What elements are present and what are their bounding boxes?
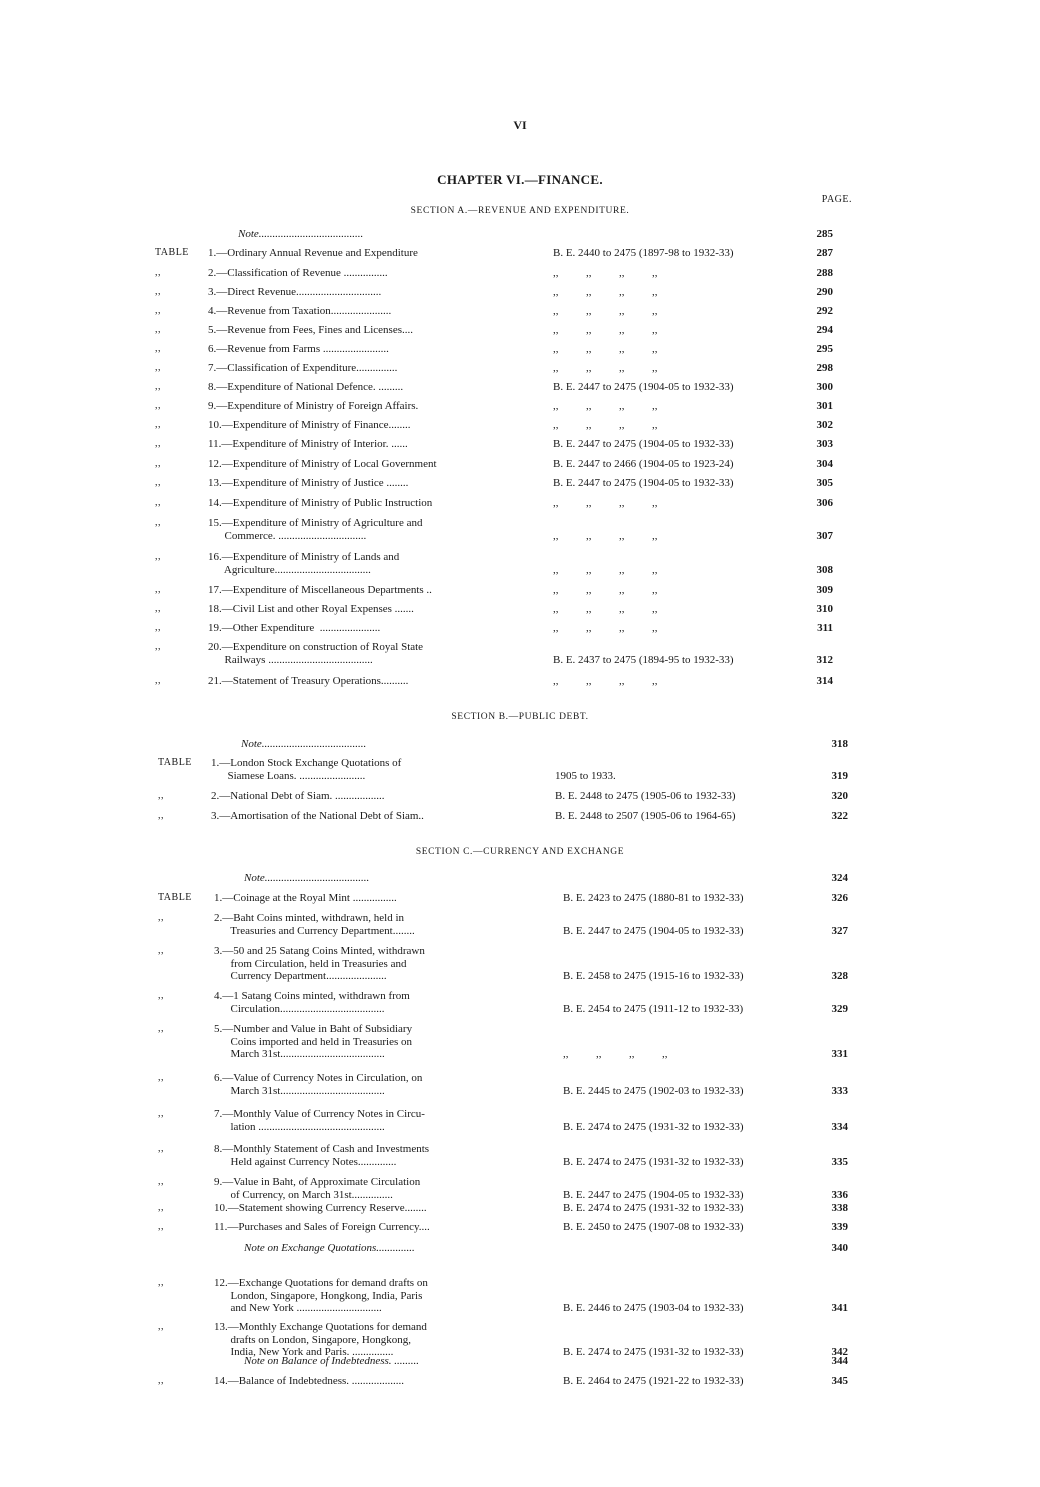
entry-page-number: 335	[831, 1155, 848, 1168]
entry-title	[208, 497, 539, 510]
entry-label: ,,	[155, 400, 161, 411]
toc-entry	[155, 419, 845, 432]
toc-entry	[158, 892, 848, 905]
entry-title	[208, 517, 539, 542]
entry-title-line: 2.—Classification of Revenue ................	[208, 267, 388, 279]
entry-title	[214, 1143, 549, 1168]
toc-entry	[158, 790, 848, 803]
entry-title	[244, 1242, 579, 1255]
toc-entry	[155, 675, 845, 688]
entry-range: B. E. 2445 to 2475 (1902-03 to 1932-33)	[563, 1084, 744, 1097]
entry-label: ,,	[155, 584, 161, 595]
entry-label: ,,	[155, 286, 161, 297]
entry-title	[208, 438, 539, 451]
entry-range: 1905 to 1933.	[555, 769, 616, 782]
entry-title	[208, 324, 539, 337]
entry-range: ,, ,, ,, ,,	[553, 305, 658, 317]
entry-title	[211, 810, 541, 823]
entry-page-number: 339	[831, 1221, 848, 1233]
entry-title-line: Note......................................	[241, 738, 367, 750]
entry-title	[208, 584, 539, 597]
entry-range: B. E. 2454 to 2475 (1911-12 to 1932-33)	[563, 1002, 744, 1015]
page-column-header: PAGE.	[821, 194, 852, 205]
entry-title	[214, 1108, 549, 1133]
entry-title	[214, 1277, 549, 1315]
entry-title-line: Treasuries and Currency Department........	[214, 924, 415, 937]
toc-entry	[158, 757, 848, 782]
toc-entry	[158, 990, 848, 1015]
entry-label: ,,	[155, 267, 161, 278]
entry-page-number: 288	[816, 267, 833, 279]
entry-title-line: Note on Balance of Indebtedness. .........	[244, 1355, 420, 1367]
toc-entry	[158, 1375, 848, 1388]
entry-page-number: 312	[816, 653, 833, 666]
entry-title	[214, 1321, 549, 1359]
entry-range: ,, ,, ,, ,,	[553, 584, 658, 596]
toc-entry	[158, 1242, 848, 1255]
entry-range: ,, ,, ,, ,,	[553, 324, 658, 336]
entry-title-line: lation ..............................................	[214, 1120, 385, 1133]
entry-title-line: 3.—50 and 25 Satang Coins Minted, withdrawn	[214, 945, 425, 957]
entry-title-line: Agriculture...................................	[208, 563, 371, 576]
entry-title-line: 10.—Statement showing Currency Reserve........	[214, 1202, 427, 1214]
entry-page-number: 327	[831, 924, 848, 937]
entry-title	[208, 267, 539, 280]
entry-title-line: 9.—Expenditure of Ministry of Foreign Affairs.	[208, 400, 419, 412]
entry-label: TABLE	[158, 757, 192, 768]
entry-title	[214, 1072, 549, 1097]
entry-title	[208, 343, 539, 356]
entry-label: ,,	[158, 1108, 164, 1119]
entry-title	[208, 477, 539, 490]
entry-title	[208, 381, 539, 394]
entry-range: B. E. 2464 to 2475 (1921-22 to 1932-33)	[563, 1375, 744, 1387]
entry-label: ,,	[155, 603, 161, 614]
entry-page-number: 334	[831, 1120, 848, 1133]
entry-range: B. E. 2437 to 2475 (1894-95 to 1932-33)	[553, 653, 734, 666]
entry-label: ,,	[158, 1023, 164, 1034]
entry-page-number: 285	[816, 228, 833, 240]
entry-range: B. E. 2447 to 2475 (1904-05 to 1932-33)	[563, 924, 744, 937]
toc-entry	[158, 738, 848, 751]
entry-title-line: Currency Department......................	[214, 970, 387, 982]
entry-title-line: 3.—Direct Revenue...............................	[208, 286, 382, 298]
entry-label: ,,	[158, 945, 164, 956]
entry-title-line: drafts on London, Singapore, Hongkong,	[214, 1333, 412, 1346]
entry-title-line: London, Singapore, Hongkong, India, Paris	[214, 1289, 423, 1302]
entry-label: ,,	[155, 551, 161, 562]
entry-label: ,,	[155, 362, 161, 373]
toc-entry	[158, 872, 848, 885]
entry-title-line: Note......................................	[238, 228, 364, 240]
entry-label: ,,	[158, 1072, 164, 1083]
entry-page-number: 309	[816, 584, 833, 596]
toc-entry	[158, 1221, 848, 1234]
entry-title	[211, 790, 541, 803]
entry-page-number: 304	[816, 458, 833, 470]
toc-entry	[158, 810, 848, 823]
entry-page-number: 292	[816, 305, 833, 317]
entry-title-line: 6.—Revenue from Farms ........................	[208, 343, 389, 355]
entry-title-line: 14.—Expenditure of Ministry of Public Instruction	[208, 497, 433, 509]
entry-range: ,, ,, ,, ,,	[553, 419, 658, 431]
entry-title-line: 12.—Exchange Quotations for demand drafts on	[214, 1277, 428, 1289]
entry-label: ,,	[155, 438, 161, 449]
entry-page-number: 306	[816, 497, 833, 509]
toc-entry	[155, 247, 845, 260]
entry-page-number: 345	[831, 1375, 848, 1387]
toc-entry	[158, 1355, 848, 1368]
entry-label: ,,	[155, 641, 161, 652]
entry-title	[208, 247, 539, 260]
entry-title-line: 19.—Other Expenditure ......................	[208, 622, 381, 634]
entry-title	[214, 912, 549, 937]
toc-entry	[155, 324, 845, 337]
entry-range: B. E. 2448 to 2475 (1905-06 to 1932-33)	[555, 790, 736, 802]
entry-title-line: 11.—Purchases and Sales of Foreign Currency....	[214, 1221, 430, 1233]
entry-title-line: India, New York and Paris. ...............	[214, 1346, 394, 1358]
entry-range: B. E. 2474 to 2475 (1931-32 to 1932-33)	[563, 1202, 744, 1214]
entry-title	[208, 603, 539, 616]
entry-label: ,,	[155, 675, 161, 686]
entry-page-number: 344	[831, 1355, 848, 1367]
entry-title-line: 20.—Expenditure on construction of Royal State	[208, 641, 424, 653]
toc-entry	[155, 267, 845, 280]
entry-label: ,,	[155, 305, 161, 316]
entry-label: ,,	[155, 497, 161, 508]
toc-entry	[158, 1023, 848, 1061]
entry-range: ,, ,, ,, ,,	[553, 622, 658, 634]
chapter-title: CHAPTER VI.—FINANCE.	[437, 172, 603, 187]
entry-title-line: of Currency, on March 31st...............	[214, 1188, 393, 1201]
page-number: VI	[513, 118, 527, 132]
entry-page-number: 314	[816, 675, 833, 687]
entry-title	[208, 622, 539, 635]
entry-title-line: Held against Currency Notes..............	[214, 1155, 397, 1168]
entry-title-line: Coins imported and held in Treasuries on	[214, 1035, 412, 1048]
entry-title-line: 2.—Baht Coins minted, withdrawn, held in	[214, 912, 405, 924]
entry-label: ,,	[155, 517, 161, 528]
entry-title	[214, 1375, 549, 1388]
entry-title	[214, 1023, 549, 1061]
entry-label: ,,	[158, 1375, 164, 1386]
toc-entry	[155, 497, 845, 510]
entry-range: B. E. 2447 to 2475 (1904-05 to 1932-33)	[553, 381, 734, 393]
entry-title	[214, 990, 549, 1015]
toc-entry	[155, 343, 845, 356]
entry-page-number: 305	[816, 477, 833, 489]
entry-title-line: 11.—Expenditure of Ministry of Interior. ......	[208, 438, 408, 450]
entry-title-line: and New York ...............................	[214, 1302, 382, 1314]
entry-title-line: 4.—1 Satang Coins minted, withdrawn from	[214, 990, 410, 1002]
entry-range: ,, ,, ,, ,,	[553, 400, 658, 412]
toc-entry	[155, 641, 845, 666]
toc-entry	[158, 1143, 848, 1168]
toc-entry	[155, 228, 845, 241]
entry-title-line: 3.—Amortisation of the National Debt of Siam..	[211, 810, 424, 822]
toc-entry	[158, 945, 848, 983]
entry-title	[208, 286, 539, 299]
entry-page-number: 302	[816, 419, 833, 431]
entry-range: ,, ,, ,, ,,	[553, 563, 658, 576]
entry-title	[208, 400, 539, 413]
entry-title-line: Siamese Loans. ........................	[211, 769, 366, 782]
entry-title-line: 17.—Expenditure of Miscellaneous Departments ..	[208, 584, 432, 596]
entry-range: B. E. 2474 to 2475 (1931-32 to 1932-33)	[563, 1155, 744, 1168]
entry-label: ,,	[155, 343, 161, 354]
entry-title-line: Commerce. ................................	[208, 529, 367, 542]
section-title: SECTION A.—REVENUE AND EXPENDITURE.	[410, 206, 630, 216]
entry-page-number: 341	[831, 1302, 848, 1314]
entry-label: ,,	[155, 381, 161, 392]
entry-page-number: 303	[816, 438, 833, 450]
entry-label: ,,	[158, 1176, 164, 1187]
entry-title-line: 4.—Revenue from Taxation......................	[208, 305, 392, 317]
entry-page-number: 324	[831, 872, 848, 884]
entry-label: ,,	[155, 419, 161, 430]
entry-label: ,,	[158, 1221, 164, 1232]
entry-label: ,,	[158, 790, 164, 801]
entry-page-number: 319	[831, 769, 848, 782]
entry-range: B. E. 2458 to 2475 (1915-16 to 1932-33)	[563, 970, 744, 982]
entry-range: B. E. 2450 to 2475 (1907-08 to 1932-33)	[563, 1221, 744, 1233]
entry-range: B. E. 2440 to 2475 (1897-98 to 1932-33)	[553, 247, 734, 259]
entry-range: B. E. 2448 to 2507 (1905-06 to 1964-65)	[555, 810, 736, 822]
entry-title-line: 6.—Value of Currency Notes in Circulation, on	[214, 1072, 423, 1084]
entry-range: ,, ,, ,, ,,	[553, 497, 658, 509]
entry-title	[241, 738, 571, 751]
toc-entry	[155, 458, 845, 471]
entry-title	[208, 419, 539, 432]
entry-title	[208, 305, 539, 318]
entry-range: ,, ,, ,, ,,	[553, 675, 658, 687]
entry-title-line: March 31st......................................	[214, 1048, 385, 1060]
entry-page-number: 340	[831, 1242, 848, 1254]
entry-range: B. E. 2447 to 2475 (1904-05 to 1932-33)	[553, 477, 734, 489]
entry-label: ,,	[155, 324, 161, 335]
entry-label: ,,	[158, 810, 164, 821]
entry-title-line: 2.—National Debt of Siam. ..................	[211, 790, 385, 802]
entry-title-line: 1.—London Stock Exchange Quotations of	[211, 757, 402, 769]
entry-title-line: 16.—Expenditure of Ministry of Lands and	[208, 551, 400, 563]
entry-title	[214, 1202, 549, 1215]
entry-title-line: 21.—Statement of Treasury Operations..........	[208, 675, 409, 687]
toc-entry	[155, 362, 845, 375]
toc-entry	[155, 584, 845, 597]
toc-entry	[155, 477, 845, 490]
entry-range: ,, ,, ,, ,,	[553, 267, 658, 279]
entry-title-line: 14.—Balance of Indebtedness. ...................	[214, 1375, 405, 1387]
entry-title	[211, 757, 541, 782]
entry-page-number: 329	[831, 1002, 848, 1015]
entry-range: B. E. 2474 to 2475 (1931-32 to 1932-33)	[563, 1346, 744, 1358]
entry-page-number: 333	[831, 1084, 848, 1097]
entry-title	[238, 228, 569, 241]
entry-title-line: 13.—Monthly Exchange Quotations for demand	[214, 1321, 427, 1333]
entry-title	[244, 1355, 579, 1368]
entry-title-line: Note on Exchange Quotations..............	[244, 1242, 415, 1254]
entry-title-line: Note......................................	[244, 872, 370, 884]
entry-range: ,, ,, ,, ,,	[563, 1048, 668, 1060]
entry-title-line: from Circulation, held in Treasuries and	[214, 957, 407, 970]
entry-label: ,,	[158, 1321, 164, 1332]
entry-label: ,,	[158, 1277, 164, 1288]
toc-entry	[158, 1202, 848, 1215]
entry-title	[214, 892, 549, 905]
entry-page-number: 295	[816, 343, 833, 355]
toc-entry	[155, 517, 845, 542]
toc-entry	[158, 1321, 848, 1359]
toc-entry	[155, 551, 845, 576]
entry-title-line: 5.—Revenue from Fees, Fines and Licenses....	[208, 324, 413, 336]
entry-range: ,, ,, ,, ,,	[553, 286, 658, 298]
entry-range: B. E. 2423 to 2475 (1880-81 to 1932-33)	[563, 892, 744, 904]
entry-title-line: 8.—Monthly Statement of Cash and Investments	[214, 1143, 430, 1155]
section-title: SECTION B.—PUBLIC DEBT.	[451, 712, 589, 722]
entry-page-number: 287	[816, 247, 833, 259]
entry-range: ,, ,, ,, ,,	[553, 362, 658, 374]
entry-title	[214, 945, 549, 983]
entry-page-number: 298	[816, 362, 833, 374]
toc-entry	[155, 603, 845, 616]
toc-entry	[155, 622, 845, 635]
entry-label: TABLE	[158, 892, 192, 903]
entry-title-line: 10.—Expenditure of Ministry of Finance........	[208, 419, 411, 431]
entry-range: B. E. 2447 to 2475 (1904-05 to 1932-33)	[563, 1188, 744, 1201]
toc-entry	[155, 381, 845, 394]
entry-page-number: 300	[816, 381, 833, 393]
entry-label: ,,	[158, 1202, 164, 1213]
entry-page-number: 320	[831, 790, 848, 802]
entry-label: ,,	[158, 1143, 164, 1154]
entry-page-number: 310	[816, 603, 833, 615]
entry-title	[208, 362, 539, 375]
entry-page-number: 308	[816, 563, 833, 576]
entry-title-line: Railways ......................................	[208, 653, 373, 666]
entry-label: ,,	[155, 458, 161, 469]
entry-range: B. E. 2446 to 2475 (1903-04 to 1932-33)	[563, 1302, 744, 1314]
entry-title-line: 5.—Number and Value in Baht of Subsidiary	[214, 1023, 413, 1035]
entry-title-line: 7.—Classification of Expenditure...............	[208, 362, 398, 374]
toc-entry	[158, 1176, 848, 1201]
entry-page-number: 338	[831, 1202, 848, 1214]
entry-page-number: 311	[817, 622, 833, 634]
entry-page-number: 342	[831, 1346, 848, 1358]
entry-label: ,,	[158, 990, 164, 1001]
entry-page-number: 290	[816, 286, 833, 298]
entry-range: ,, ,, ,, ,,	[553, 529, 658, 542]
entry-title-line: March 31st......................................	[214, 1084, 385, 1097]
entry-range: B. E. 2474 to 2475 (1931-32 to 1932-33)	[563, 1120, 744, 1133]
entry-label: TABLE	[155, 247, 189, 258]
entry-title	[208, 675, 539, 688]
entry-page-number: 294	[816, 324, 833, 336]
toc-entry	[155, 438, 845, 451]
entry-page-number: 307	[816, 529, 833, 542]
entry-title	[214, 1221, 549, 1234]
entry-title	[208, 641, 539, 666]
entry-range: B. E. 2447 to 2466 (1904-05 to 1923-24)	[553, 458, 734, 470]
toc-entry	[158, 1277, 848, 1315]
entry-range: ,, ,, ,, ,,	[553, 343, 658, 355]
entry-title	[214, 1176, 549, 1201]
toc-entry	[155, 305, 845, 318]
entry-page-number: 328	[831, 970, 848, 982]
entry-title	[208, 551, 539, 576]
entry-label: ,,	[155, 477, 161, 488]
entry-title-line: 12.—Expenditure of Ministry of Local Government	[208, 458, 437, 470]
toc-entry	[158, 912, 848, 937]
entry-page-number: 331	[831, 1048, 848, 1060]
entry-title-line: 18.—Civil List and other Royal Expenses .......	[208, 603, 414, 615]
entry-range: B. E. 2447 to 2475 (1904-05 to 1932-33)	[553, 438, 734, 450]
entry-title-line: 1.—Coinage at the Royal Mint ................	[214, 892, 397, 904]
entry-label: ,,	[155, 622, 161, 633]
entry-page-number: 301	[816, 400, 833, 412]
section-title: SECTION C.—CURRENCY AND EXCHANGE	[415, 847, 625, 857]
toc-entry	[155, 286, 845, 299]
entry-title-line: 7.—Monthly Value of Currency Notes in Circu-	[214, 1108, 425, 1120]
entry-label: ,,	[158, 912, 164, 923]
entry-page-number: 326	[831, 892, 848, 904]
entry-title	[244, 872, 579, 885]
toc-entry	[158, 1072, 848, 1097]
entry-title-line: 8.—Expenditure of National Defence. .........	[208, 381, 404, 393]
entry-page-number: 318	[831, 738, 848, 750]
entry-title-line: 13.—Expenditure of Ministry of Justice ........	[208, 477, 409, 489]
entry-page-number: 336	[831, 1188, 848, 1201]
toc-entry	[155, 400, 845, 413]
entry-title-line: 9.—Value in Baht, of Approximate Circulation	[214, 1176, 421, 1188]
entry-range: ,, ,, ,, ,,	[553, 603, 658, 615]
entry-title-line: Circulation......................................	[214, 1002, 385, 1015]
entry-title-line: 1.—Ordinary Annual Revenue and Expenditure	[208, 247, 418, 259]
entry-title-line: 15.—Expenditure of Ministry of Agriculture and	[208, 517, 423, 529]
toc-entry	[158, 1108, 848, 1133]
entry-page-number: 322	[831, 810, 848, 822]
entry-title	[208, 458, 539, 471]
